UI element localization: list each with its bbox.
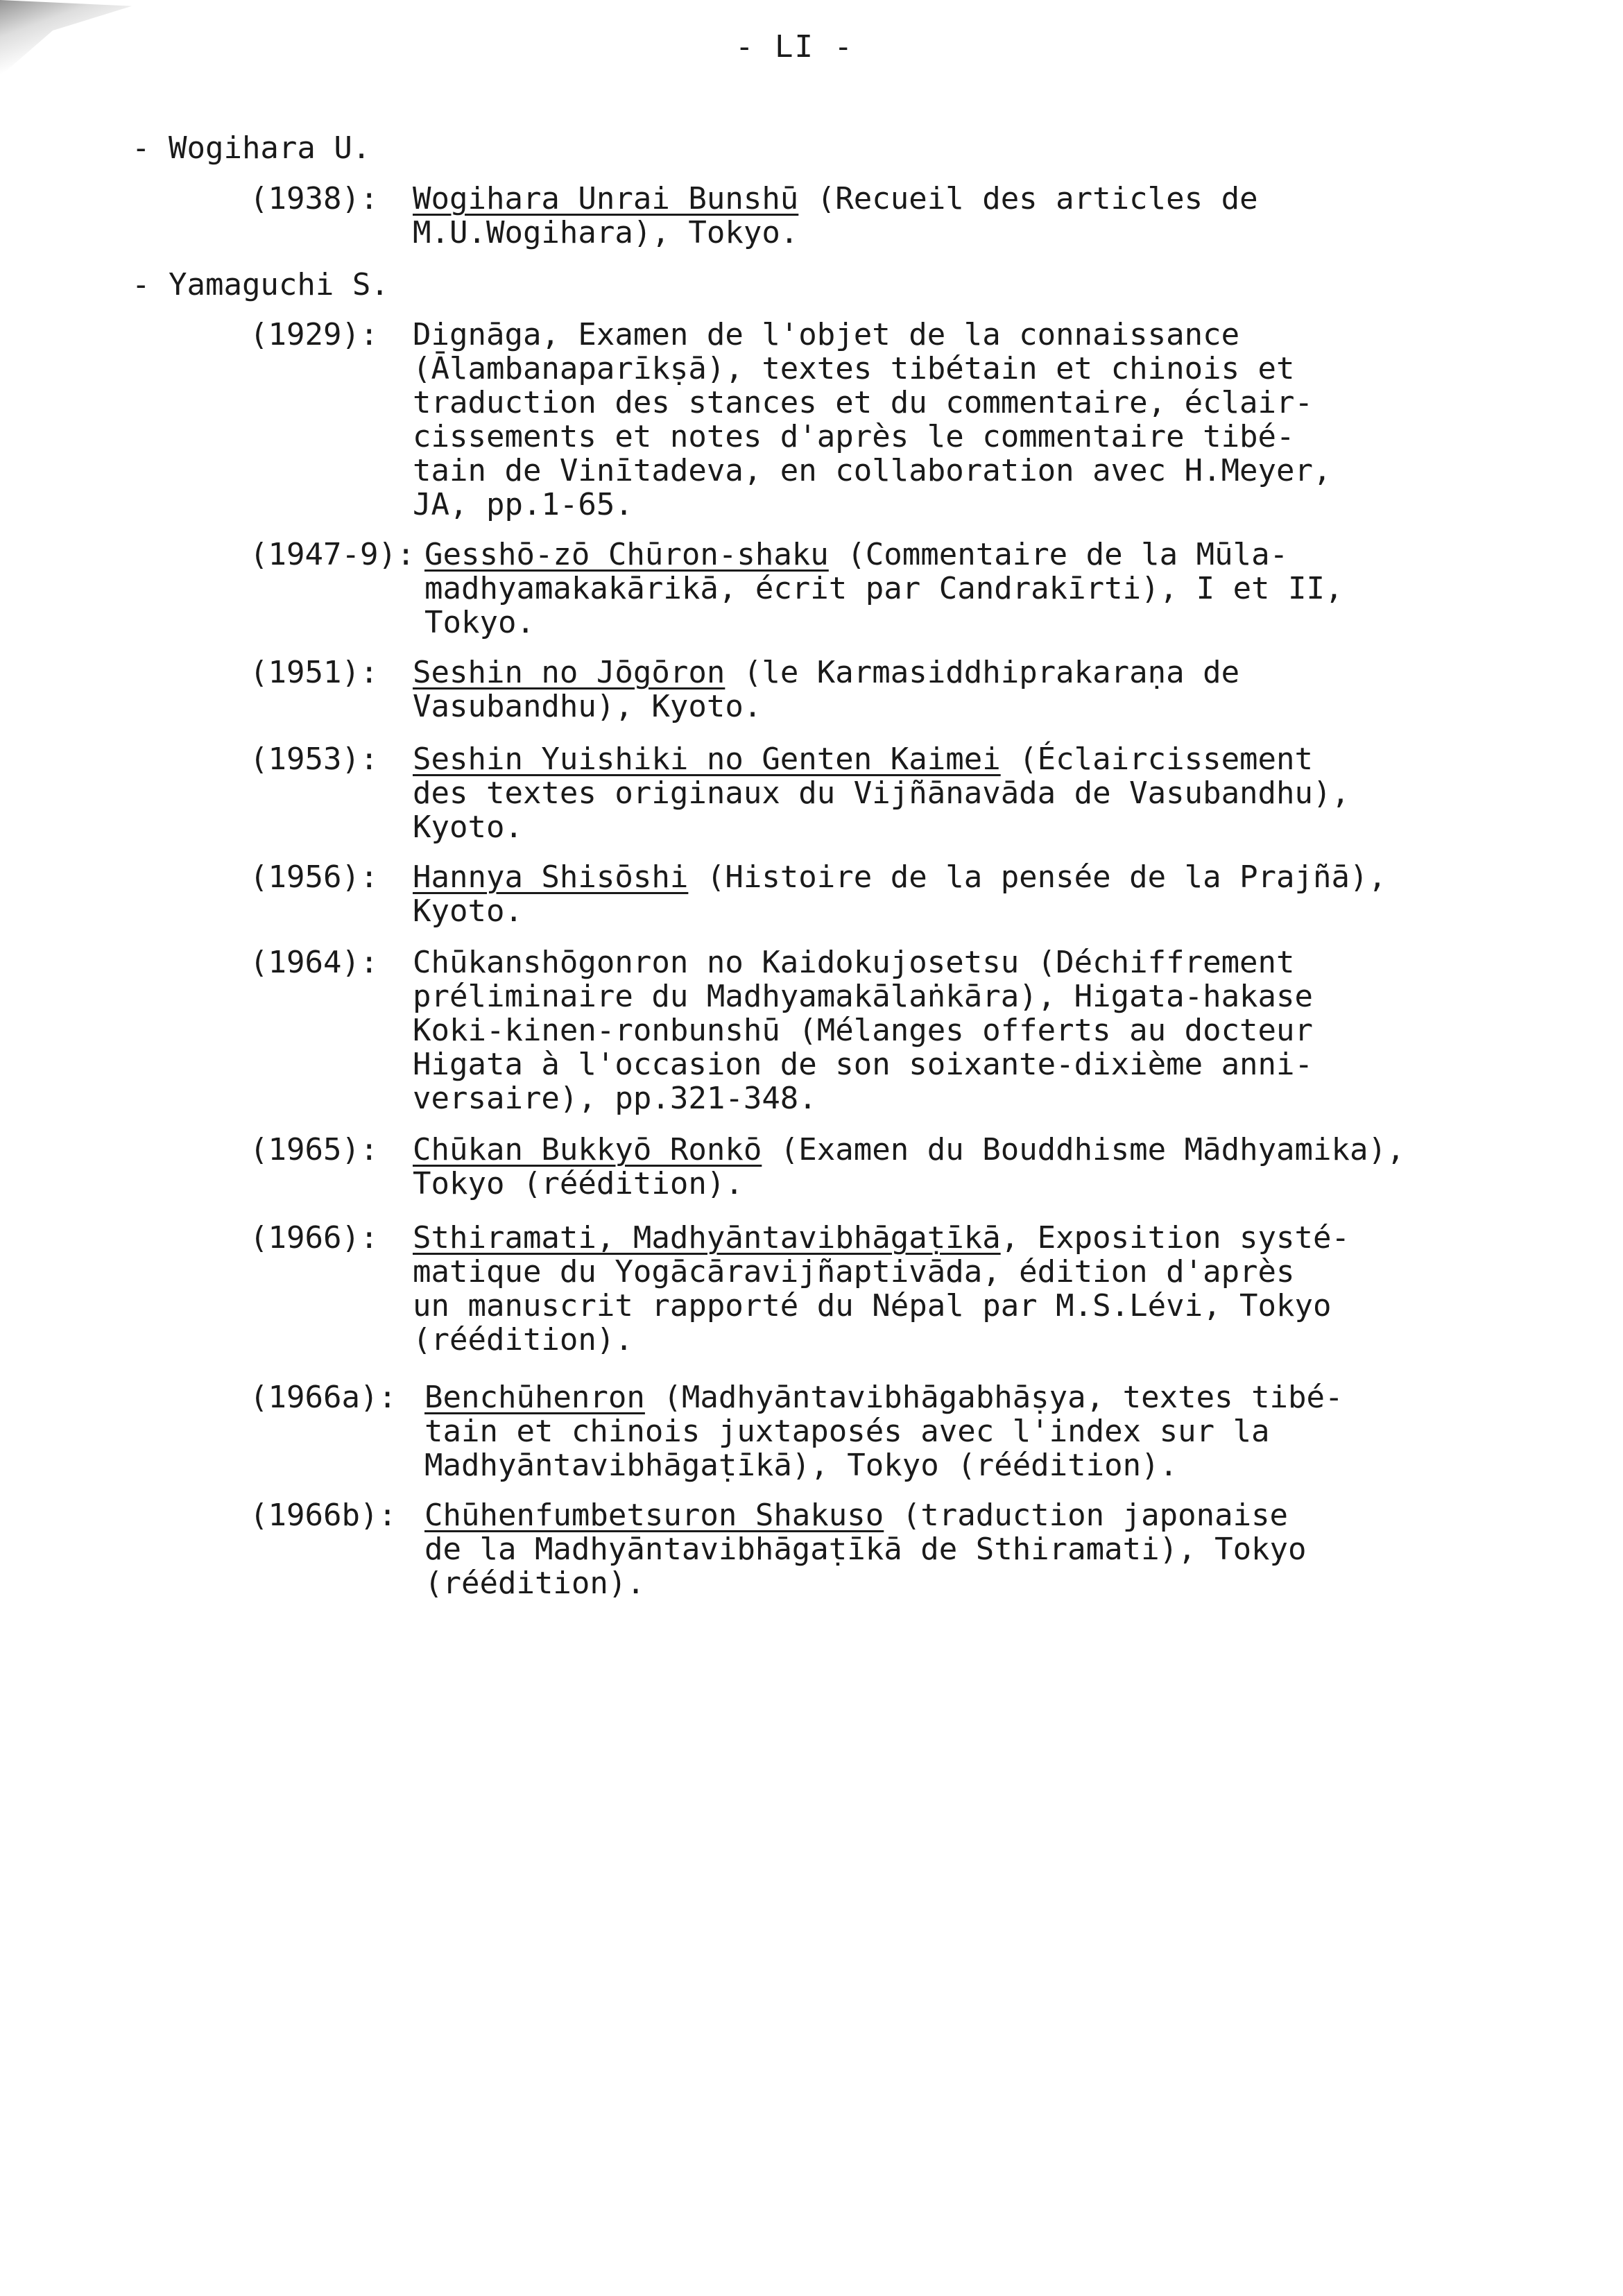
entry-year: (1953): (250, 742, 379, 777)
entry-text (413, 182, 1502, 250)
entry-description: (Examen du Bouddhisme Mādhyamika), Tokyo (réédition). (413, 1132, 1405, 1201)
entry-title: Seshin Yuishiki no Genten Kaimei (413, 742, 1001, 777)
entry-description: (Recueil des articles de M.U.Wogihara), Tokyo. (413, 181, 1258, 250)
entry-description: (Madhyāntavibhāgabhāṣya, textes tibé- tain et chinois juxtaposés avec l'index sur la Madhyāntavibhāgaṭīkā), Tokyo (réédition). (424, 1380, 1343, 1483)
entry-description: (le Karmasiddhiprakaraṇa de Vasubandhu), Kyoto. (413, 655, 1240, 724)
entry-description: (Éclaircissement des textes originaux du Vijñānavāda de Vasubandhu), Kyoto. (413, 742, 1350, 845)
entry-title: Seshin no Jōgōron (413, 655, 725, 690)
entry-description: (Commentaire de la Mūla- madhyamakakārikā, écrit par Candrakīrti), I et II, Tokyo. (424, 537, 1343, 640)
entry-year: (1966b): (250, 1498, 397, 1533)
entry-title: Benchūhenron (424, 1380, 645, 1415)
entry-year: (1956): (250, 859, 379, 895)
entry-description: (traduction japonaise de la Madhyāntavibhāgaṭīkā de Sthiramati), Tokyo (réédition). (424, 1498, 1307, 1601)
entry-text (424, 1380, 1506, 1482)
entry-text (413, 318, 1502, 522)
entry-title: Wogihara Unrai Bunshū (413, 181, 799, 216)
entry-text (413, 945, 1502, 1115)
entry-title: Chūkan Bukkyō Ronkō (413, 1132, 762, 1167)
entry-title: Hannya Shisōshi (413, 859, 689, 895)
entry-year: (1929): (250, 317, 379, 352)
entry-year: (1951): (250, 655, 379, 690)
entry-title: Sthiramati, Madhyāntavibhāgaṭīkā (413, 1220, 1001, 1256)
entry-year: (1966): (250, 1220, 379, 1256)
page-number: - LI - (735, 29, 854, 65)
entry-year: (1938): (250, 181, 379, 216)
entry-description: (Histoire de la pensée de la Prajñā), Kyoto. (413, 859, 1386, 929)
entry-year: (1964): (250, 945, 379, 980)
author-heading: - Yamaguchi S. (132, 267, 389, 302)
entry-text (424, 1498, 1506, 1600)
scan-corner-shadow (0, 0, 132, 76)
entry-text (424, 538, 1506, 640)
entry-text (413, 860, 1502, 928)
entry-text (413, 1133, 1502, 1201)
entry-description: , Exposition systé- matique du Yogācāravijñaptivāda, édition d'après un manuscrit rapporté du Népal par M.S.Lévi, Tokyo (réédition). (413, 1220, 1350, 1357)
entry-text (413, 742, 1502, 844)
entry-text (413, 1221, 1502, 1357)
entry-description: Dignāga, Examen de l'objet de la connaissance (Ālambanaparīkṣā), textes tibétain et chinois et traduction des stances et du commentaire, éclair- cissements et notes d'après le commentaire tibé- tain de Vinītadeva, en collaboration avec H.Meyer, JA, pp.1-65. (413, 317, 1332, 522)
entry-description: Chūkanshōgonron no Kaidokujosetsu (Déchiffrement préliminaire du Madhyamakālaṅkāra), Higata-hakase Koki-kinen-ronbunshū (Mélanges offerts au docteur Higata à l'occasion de son soixante-dixième anni- versaire), pp.321-348. (413, 945, 1314, 1116)
entry-year: (1947-9): (250, 537, 415, 572)
author-heading: - Wogihara U. (132, 130, 371, 166)
entry-year: (1966a): (250, 1380, 397, 1415)
entry-title: Gesshō-zō Chūron-shaku (424, 537, 829, 572)
entry-title: Chūhenfumbetsuron Shakuso (424, 1498, 884, 1533)
entry-year: (1965): (250, 1132, 379, 1167)
entry-text (413, 656, 1502, 723)
